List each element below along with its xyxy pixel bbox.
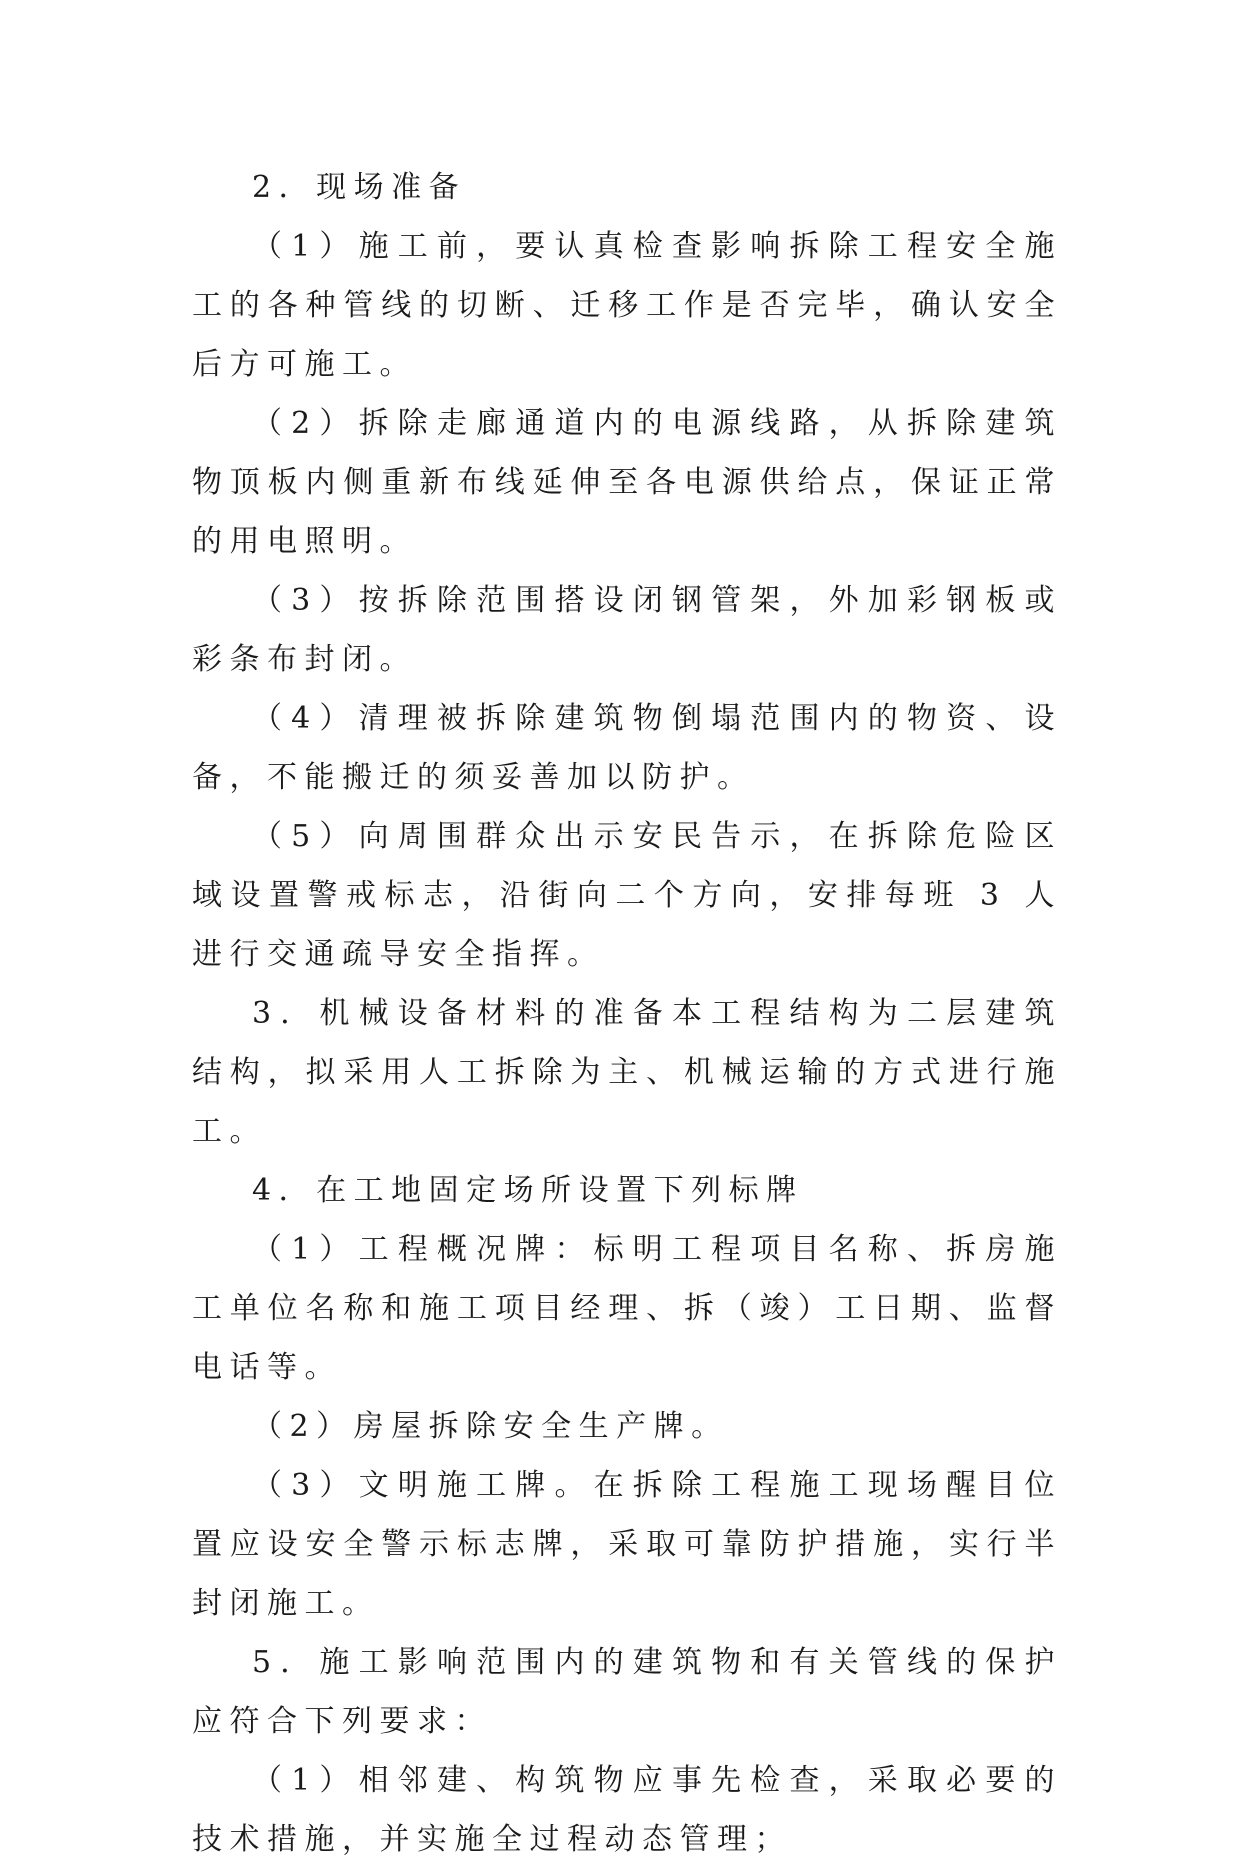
paragraph-signage-1: （1）工程概况牌：标明工程项目名称、拆房施工单位名称和施工项目经理、拆（竣）工日期、监督电话等。 [192,1232,1062,1385]
paragraph-signage-2: （2）房屋拆除安全生产牌。 [252,1409,729,1444]
section-heading-site-signage: 4．在工地固定场所设置下列标牌 [252,1173,804,1208]
paragraph-signage-3: （3）文明施工牌。在拆除工程施工现场醒目位置应设安全警示标志牌，采取可靠防护措施，实行半封闭施工。 [192,1468,1062,1621]
document-body [192,158,1062,1869]
paragraph-protection-1: （1）相邻建、构筑物应事先检查，采取必要的技术措施，并实施全过程动态管理； [192,1763,1062,1857]
section-heading-machinery-preparation: 3．机械设备材料的准备本工程结构为二层建筑结构，拟采用人工拆除为主、机械运输的方式进行施工。 [192,996,1062,1149]
section-heading-protection-requirements: 5．施工影响范围内的建筑物和有关管线的保护应符合下列要求： [192,1645,1062,1739]
paragraph-item-1: （1）施工前，要认真检查影响拆除工程安全施工的各种管线的切断、迁移工作是否完毕，确认安全后方可施工。 [192,229,1062,382]
paragraph-item-5: （5）向周围群众出示安民告示，在拆除危险区域设置警戒标志，沿街向二个方向，安排每班 3 人进行交通疏导安全指挥。 [192,819,1062,972]
paragraph-item-4: （4）清理被拆除建筑物倒塌范围内的物资、设备，不能搬迁的须妥善加以防护。 [192,701,1062,795]
paragraph-item-2: （2）拆除走廊通道内的电源线路，从拆除建筑物顶板内侧重新布线延伸至各电源供给点，保证正常的用电照明。 [192,406,1062,559]
section-heading-site-preparation: 2．现场准备 [252,170,467,205]
paragraph-item-3: （3）按拆除范围搭设闭钢管架，外加彩钢板或彩条布封闭。 [192,583,1062,677]
